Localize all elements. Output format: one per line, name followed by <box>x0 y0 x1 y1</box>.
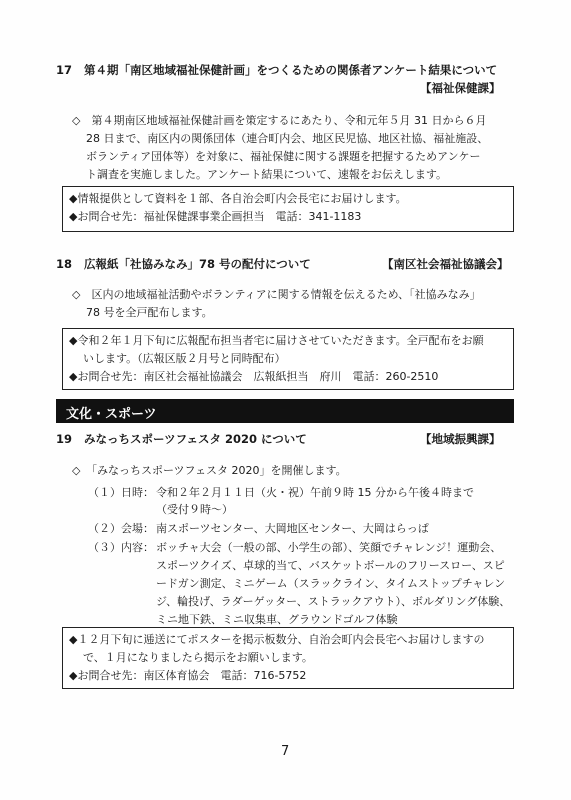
item18-info-box <box>62 328 514 390</box>
item19-number: 19 <box>56 432 73 446</box>
schedule-content-line: スポーツクイズ、卓球的当て、バスケットボールのフリースロー、スピ <box>156 559 505 572</box>
item18-paragraph <box>72 286 481 322</box>
schedule-label-venue: （２）会場： <box>88 522 154 535</box>
paragraph-line: 78 号を全戸配布します。 <box>86 306 213 319</box>
paragraph-line: ボランティア団体等）を対象に、福祉保健に関する課題を把握するためアンケー <box>86 150 481 163</box>
item19-info-box <box>62 627 514 689</box>
item19-intro: ◇ 「みなっちスポーツフェスタ 2020」を開催します。 <box>72 464 347 477</box>
item19-title: みなっちスポーツフェスタ 2020 について <box>84 432 307 446</box>
info-line: いします。（広報区版２月号と同時配布） <box>83 352 286 365</box>
info-line: ◆お問合せ先：福祉保健課事業企画担当 電話：341-1183 <box>69 210 362 223</box>
schedule-label-date: （１）日時： <box>88 486 154 499</box>
info-line: ◆令和２年１月下旬に広報配布担当者宅に届けさせていただきます。全戸配布をお願 <box>69 334 484 347</box>
info-line: ◆お問合せ先：南区体育協会 電話：716-5752 <box>69 669 307 682</box>
item18-dept: 【南区社会福祉協議会】 <box>382 257 509 271</box>
schedule-content-line: ジ、輪投げ、ラダーゲッター、ストラックアウト）、ボルダリング体験、 <box>156 595 511 608</box>
schedule-date-reception: （受付９時～） <box>156 503 233 516</box>
item19-dept: 【地域振興課】 <box>420 432 501 446</box>
schedule-content-line: ボッチャ大会（一般の部、小学生の部）、笑顔でチャレンジ！運動会、 <box>156 541 502 554</box>
item18-number: 18 <box>56 257 73 271</box>
paragraph-line: 28 日まで、南区内の関係団体（連合町内会、地区民児協、地区社協、福祉施設、 <box>86 132 489 145</box>
schedule-content-line: ードガン測定、ミニゲーム（スラックライン、タイムストップチャレン <box>156 577 506 590</box>
section-banner: 文化・スポーツ <box>56 399 514 423</box>
item17-number: 17 <box>56 63 73 77</box>
item17-paragraph <box>72 112 488 184</box>
item17-dept: 【福祉保健課】 <box>420 81 501 95</box>
paragraph-line: ◇ 第４期南区地域福祉保健計画を策定するにあたり、令和元年５月 31 日から６月 <box>72 114 487 127</box>
schedule-venue: 南スポーツセンター、大岡地区センター、大岡はらっぱ <box>156 522 429 535</box>
paragraph-line: ト調査を実施しました。アンケート結果について、速報をお伝えします。 <box>86 168 448 181</box>
schedule-content-line: ミニ地下鉄、ミニ収集車、グラウンドゴルフ体験 <box>156 613 398 626</box>
info-line: ◆１２月下旬に逓送にてポスターを掲示板数分、自治会町内会長宅へお届けしますの <box>69 633 485 646</box>
info-line: で、１月になりましたら掲示をお願いします。 <box>83 651 313 664</box>
info-line: ◆情報提供として資料を１部、各自治会町内会長宅にお届けします。 <box>69 192 407 205</box>
info-line: ◆お問合せ先：南区社会福祉協議会 広報紙担当 府川 電話：260-2510 <box>69 370 439 383</box>
item18-title: 広報紙「社協みなみ」78 号の配付について <box>84 257 311 271</box>
item17-info-box <box>62 186 514 232</box>
item17-title: 第４期「南区地域福祉保健計画」をつくるための関係者アンケート結果について <box>84 63 498 77</box>
item18-heading <box>56 256 311 272</box>
paragraph-line: ◇ 区内の地域福祉活動やボランティアに関する情報を伝えるため、「社協みなみ」 <box>72 288 481 301</box>
schedule-label-content: （３）内容： <box>88 541 154 554</box>
page-number: 7 <box>281 744 290 759</box>
item17-heading <box>56 62 497 78</box>
schedule-date: 令和２年２月１１日（火・祝）午前９時 15 分から午後４時まで <box>156 486 474 499</box>
item19-heading <box>56 431 307 447</box>
